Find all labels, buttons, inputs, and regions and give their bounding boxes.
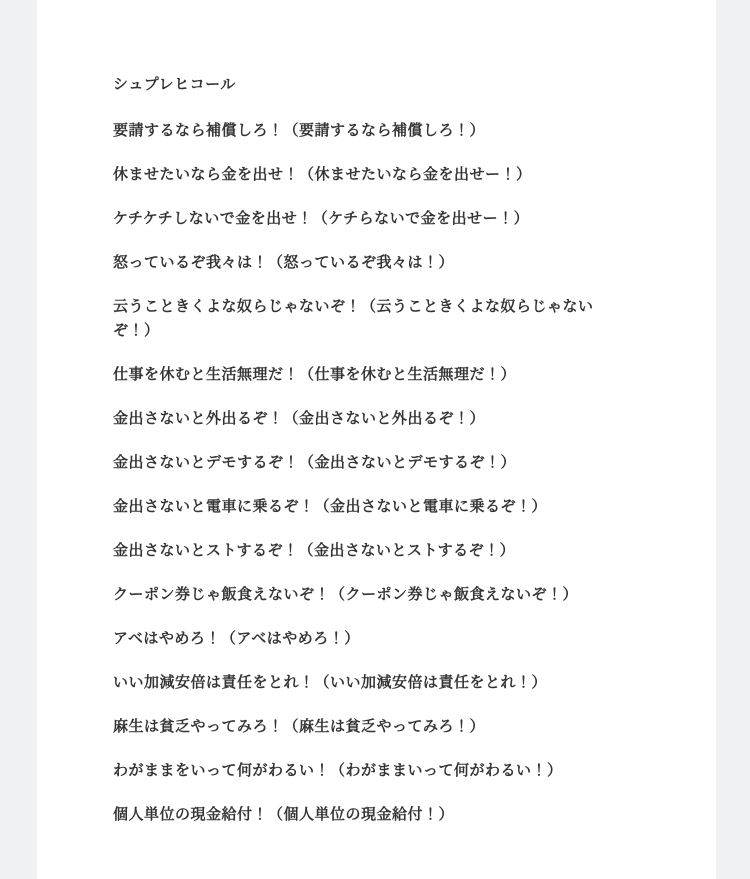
chant-line: 金出さないとデモするぞ！（金出さないとデモするぞ！） — [113, 453, 517, 471]
chant-line: 金出さないと電車に乗るぞ！（金出さないと電車に乗るぞ！） — [113, 497, 548, 515]
chant-line: 仕事を休むと生活無理だ！（仕事を休むと生活無理だ！） — [113, 365, 517, 383]
section-title: シュプレヒコール — [113, 75, 236, 93]
article-content — [37, 0, 716, 879]
chant-line: 怒っているぞ我々は！（怒っているぞ我々は！） — [113, 253, 455, 271]
chant-line: 麻生は貧乏やってみろ！（麻生は貧乏やってみろ！） — [113, 717, 486, 735]
chant-line: いい加減安倍は責任をとれ！（いい加減安倍は責任をとれ！） — [113, 673, 548, 691]
chant-line: 云うこときくよな奴らじゃないぞ！（云うこときくよな奴らじゃないぞ！） — [113, 297, 594, 339]
chant-line: クーポン券じゃ飯食えないぞ！（クーポン券じゃ飯食えないぞ！） — [113, 585, 579, 603]
chant-line: ケチケチしないで金を出せ！（ケチらないで金を出せー！） — [113, 209, 530, 227]
chant-line: わがままをいって何がわるい！（わがままいって何がわるい！） — [113, 761, 563, 779]
chant-line: 要請するなら補償しろ！（要請するなら補償しろ！） — [113, 121, 486, 139]
chant-line: アベはやめろ！（アベはやめろ！） — [113, 629, 360, 647]
chant-line: 休ませたいなら金を出せ！（休ませたいなら金を出せー！） — [113, 165, 532, 183]
chant-line: 個人単位の現金給付！（個人単位の現金給付！） — [113, 805, 455, 823]
chant-line: 金出さないと外出るぞ！（金出さないと外出るぞ！） — [113, 409, 486, 427]
chant-line: 金出さないとストするぞ！（金出さないとストするぞ！） — [113, 541, 516, 559]
